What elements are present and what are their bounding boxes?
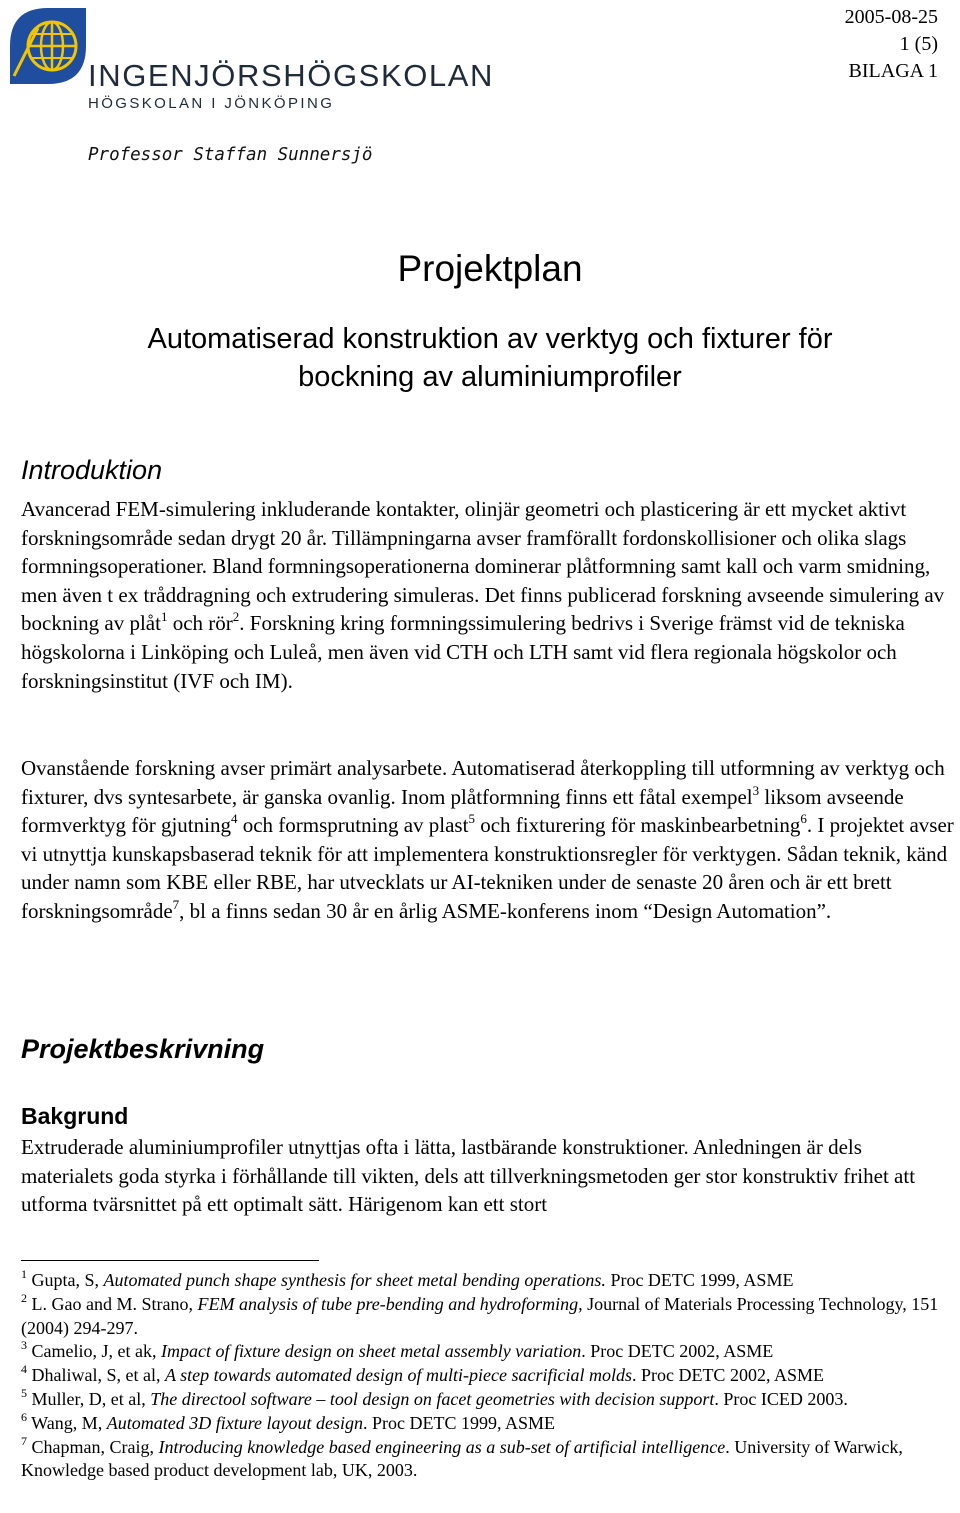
- document-date: 2005-08-25: [844, 6, 938, 28]
- footnote-ref: 1: [160, 609, 168, 625]
- footnote: $^3$ Camelio, J, et ak, Impact of fixture design on sheet metal assembly variation. Proc DETC 2002, ASME: [21, 1338, 774, 1362]
- footnote-ref: 3: [752, 782, 760, 798]
- org-name: INGENJÖRSHÖGSKOLAN: [88, 58, 495, 93]
- footnote: $^5$ Muller, D, et al, The directool software – tool design on facet geometries with decision support. Proc ICED 2003.: [21, 1385, 848, 1409]
- university-logo-icon: [8, 6, 88, 86]
- subtitle-line: bockning av aluminiumprofiler: [298, 361, 682, 393]
- background-paragraph: Extruderade aluminiumprofiler utnyttjas ofta i lätta, lastbärande konstruktioner. Anledningen är dels materialets goda styrka i förhållande till vikten, dels att tillverkningsmetoden ger stor konstruktiv frihet att utforma tvärsnittet på ett optimalt sätt. Härigenom kan ett stort: [21, 1135, 916, 1217]
- page-number: 1 (5): [899, 33, 938, 55]
- footnote-ref: 6: [800, 811, 807, 827]
- footnote-ref: 4: [230, 811, 238, 827]
- footnote-ref: 5: [468, 811, 475, 827]
- section-heading-project: Projektbeskrivning: [21, 1034, 265, 1064]
- appendix-label: BILAGA 1: [848, 60, 938, 82]
- footnote: $^1$ Gupta, S, Automated punch shape synthesis for sheet metal bending operations. Proc DETC 1999, ASME: [21, 1267, 794, 1290]
- footnotes: [21, 1269, 956, 1483]
- footnote-ref: 2: [232, 609, 240, 625]
- document-meta: [845, 4, 938, 85]
- page-title: Projektplan: [397, 248, 583, 289]
- subtitle-line: Automatiserad konstruktion av verktyg och fixturer för: [147, 323, 833, 355]
- intro-paragraph: Avancerad FEM-simulering inkluderande kontakter, olinjär geometri och plasticering är ett mycket aktivt forskningsområde sedan drygt 20 år. Tillämpningarna avser framförallt fordonskollisioner och olika slags formningsoperationer. Bland formningsoperationerna dominerar plåtformning samt kall och varm smidning, men även t ex tråddragning och extrudering simuleras. Det finns publicerad forskning avseende simulering av bockning av plåt$^1$ och rör$^2$. Forskning kring formningssimulering bedrivs i Sverige främst vid de tekniska högskolorna i Linköping och Luleå, men även vid CTH och LTH samt vid flera regionala högskolor och forskningsinstitut (IVF och IM).: [21, 497, 945, 693]
- subsection-heading-background: Bakgrund: [21, 1103, 129, 1129]
- page-subtitle: [0, 320, 960, 396]
- author: Professor Staffan Sunnersjö: [88, 145, 373, 165]
- footnote: $^6$ Wang, M, Automated 3D fixture layout design. Proc DETC 1999, ASME: [21, 1409, 556, 1433]
- footnote: $^4$ Dhaliwal, S, et al, A step towards automated design of multi-piece sacrificial molds. Proc DETC 2002, ASME: [21, 1362, 824, 1386]
- footnote: $^7$ Chapman, Craig, Introducing knowledge based engineering as a sub-set of artificial intelligence. University of Warwick, Knowledge based product development lab, UK, 2003.: [21, 1433, 903, 1481]
- section-heading-introduction: Introduktion: [21, 455, 163, 485]
- footnote-divider: [21, 1260, 319, 1261]
- org-subtitle: HÖGSKOLAN I JÖNKÖPING: [88, 95, 335, 112]
- synthesis-paragraph: Ovanstående forskning avser primärt analysarbete. Automatiserad återkoppling till utformning av verktyg och fixturer, dvs syntesarbete, är ganska ovanlig. Inom plåtformning finns ett fåtal exempel$^3$ liksom avseende formverktyg för gjutning$^4$ och formsprutning av plast$^5$ och fixturering för maskinbearbetning$^6$. I projektet avser vi utnyttja kunskapsbaserad teknik för att implementera konstruktionsregler för verktygen. Sådan teknik, känd under namn som KBE eller RBE, har utvecklats ur AI-tekniken under de senaste 20 åren och är ett brett forskningsområde$^7$, bl a finns sedan 30 år en årlig ASME-konferens inom “Design Automation”.: [21, 756, 954, 923]
- footnote: $^2$ L. Gao and M. Strano, FEM analysis of tube pre-bending and hydroforming, Journal of Materials Processing Technology, 151 (2004) 294-297.: [21, 1290, 939, 1338]
- footnote-ref: 7: [172, 896, 180, 912]
